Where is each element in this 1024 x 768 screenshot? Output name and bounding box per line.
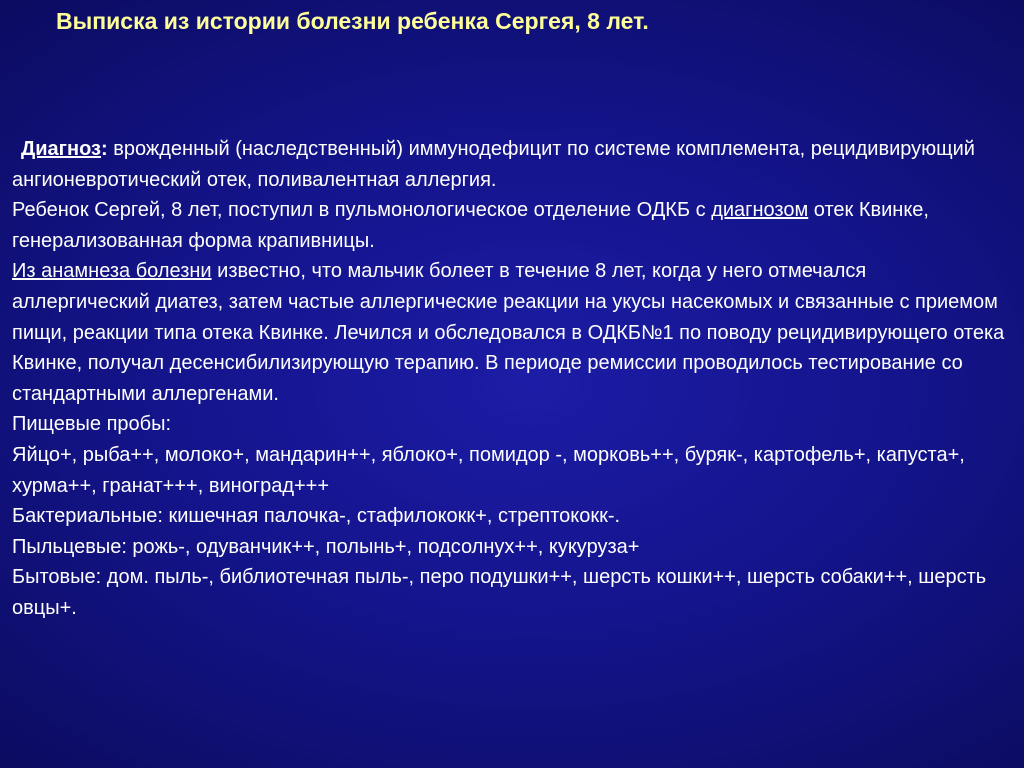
- anamnesis-paragraph: [12, 256, 1007, 409]
- case-summary: [12, 134, 1007, 624]
- anamnesis-text: известно, что мальчик болеет в течение 8 лет, когда у него отмечался аллергический диатез, затем частые аллергические реакции на укусы насекомых и связанные с приемом пищи, реакции типа отека Квинке. Лечился и обследовался в ОДКБ№1 по поводу рецидивирующего отека Квинке, получал десенсибилизирующую терапию. В периоде ремиссии проводилось тестирование со стандартными аллергенами.: [12, 260, 1005, 405]
- admission-diagnosis-label: диагнозом: [711, 199, 809, 222]
- admission-text-after: отек Квинке, генерализованная форма крапивницы.: [12, 199, 929, 252]
- household-tests: Бытовые: дом. пыль-, библиотечная пыль-, перо подушки++, шерсть кошки++, шерсть собаки++, шерсть овцы+.: [12, 566, 987, 619]
- admission-paragraph: [12, 195, 1007, 256]
- diagnosis-paragraph: [12, 134, 1007, 195]
- pollen-tests: Пыльцевые: рожь-, одуванчик++, полынь+, подсолнух++, кукуруза+: [12, 535, 640, 558]
- bacterial-tests: Бактериальные: кишечная палочка-, стафилококк+, стрептококк-.: [12, 505, 621, 528]
- diagnosis-label: Диагноз: [21, 138, 101, 160]
- food-tests-heading: Пищевые пробы:: [12, 413, 172, 436]
- diagnosis-text: врожденный (наследственный) иммунодефицит по системе комплемента, рецидивирующий ангионевротический отек, поливалентная аллергия.: [12, 138, 975, 191]
- diagnosis-colon: :: [100, 138, 108, 160]
- admission-text-before: Ребенок Сергей, 8 лет, поступил в пульмонологическое отделение ОДКБ с: [12, 199, 712, 222]
- anamnesis-label: Из анамнеза болезни: [12, 260, 212, 283]
- slide-title: Выписка из истории болезни ребенка Сергея, 8 лет.: [56, 8, 649, 34]
- food-tests-results: Яйцо+, рыба++, молоко+, мандарин++, яблоко+, помидор -, морковь++, буряк-, картофель+, капуста+, хурма++, гранат+++, виноград+++: [12, 443, 965, 497]
